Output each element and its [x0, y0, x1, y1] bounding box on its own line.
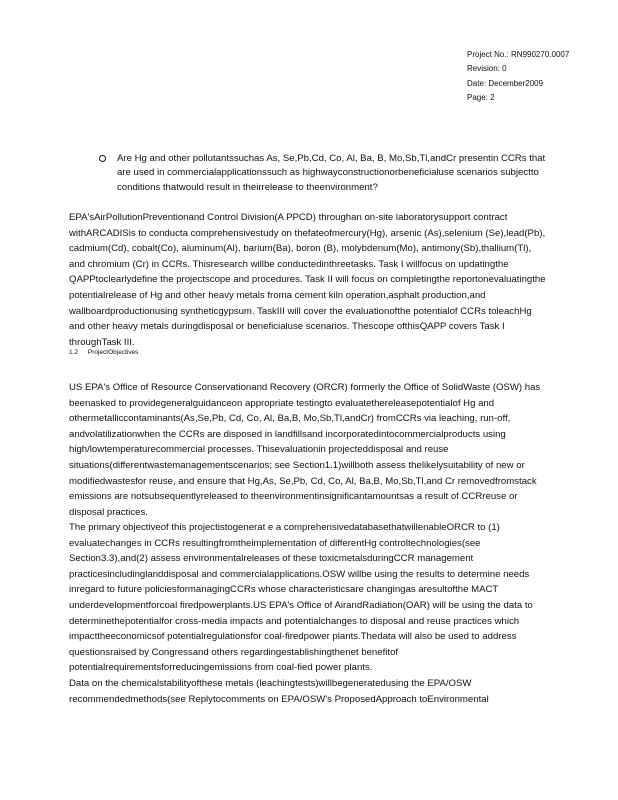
revision: Revision: 0 [467, 64, 507, 74]
paragraph-orcr-guidance: US EPA's Office of Resource Conservationand Recovery (ORCR) formerly the Office of SolidWaste (OSW) has beenasked to providegeneralguidanceon appropriate testingto evaluatethereleasepotentialof Hg and othermetalliccontaminants(As,Se,Pb, Cd, Co, Al, Ba,B, Mo,Sb,Tl,andCr) fromCCRs via leaching, run-off, andvolatilizationwhen the CCRs are disposed in landfillsand incorporatedintocommercialproducts using high/lowtemperaturecommercial processes. Thisevaluationin projecteddisposal and reuse situations(differentwastemanagementscenarios; see Section1.1)willboth assess thelikelysuitability of new or modifiedwastesfor reuse, and ensure that Hg,As, Se,Pb, Cd, Co, Al, Ba,B, Mo,Sb,Tl,and Cr removedfromstack emissions are notsubsequentlyreleased to theenvironmentinsignificantamountsas a result of CCRreuse or disposal practices. [69, 382, 541, 518]
bullet-marker [99, 151, 113, 165]
paragraph-chemical-stability: Data on the chemicalstabilityofthese metals (leachingtests)willbegeneratedusing the EPA/OSW recommendedmethods(see Replytocomments on EPA/OSW's ProposedApproach toEnvironmental [69, 678, 489, 705]
project-number: Project No.: RN990270.0007 [467, 50, 570, 59]
section-number: 1.2 [69, 349, 79, 356]
paragraph-primary-objective: The primary objectiveof this projectistogenerat e a comprehensivedatabasethatwillenableORCR to (1) evaluatechanges in CCRs resultingfromtheimplementation of differentHg controltechnologies(see Section3.3),and(2) assess environmentalreleases of these toxicmetalsduringCCR management practicesincludinglanddisposal and commercialapplications.OSW willbe using the results to determine needs inregard to future policiesformanagingCCRs whose characteristicsare changingas aresultofthe MACT underdevelopmentforcoal firedpowerplants.US EPA's Office of AirandRadiation(OAR) will be using the data to determinethepotentialfor cross-media impacts and potentialchanges to disposal and reuse practices which impacttheeconomicsof potentialregulationsfor coal-firedpower plants.Thedata will also be used to address questionsraised by Congressand others regardingestablishingthenet benefitof potentialrequirementsforreducingemissions from coal-fied power plants. [69, 522, 533, 674]
page-number: Page: 2 [467, 92, 495, 102]
paragraph-appcd-study: EPA'sAirPollutionPreventionand Control Division(A PPCD) throughan on-site laboratorysupport contract withARCADISis to conducta comprehensivestudy on thefateofmercury(Hg), arsenic (As),selenium (Se),lead(Pb), cadmium(Cd), cobalt(Co), aluminum(Al), barium(Ba), boron (B), molybdenum(Mo), antimony(Sb),thallium(Tl), and chromium (Cr) in CCRs. Thisresearch willbe conductedinthreetasks. Task I willfocus on updatingthe QAPPtoclearlydefine the projectscope and procedures. Task II will focus on completingthe reportonevaluatingthe potentialrelease of Hg and other heavy metals froma cement kiln operation,asphalt production,and wallboardproductionusing syntheticgypsum. TaskIII will cover the evaluationofthe potentialof CCRs toleachHg and other heavy metals duringdisposal or beneficialuse scenarios. Thescope ofthisQAPP covers Task I throughTask III. [69, 212, 546, 348]
bullet-question: Are Hg and other pollutantssuchas As, Se,Pb,Cd, Co, Al, Ba, B, Mo,Sb,Tl,andCr presentin CCRs that are used in commercialapplicationssuch as highwayconstructionorbeneficialuse scenarios subjectto conditions thatwould result in theirrelease to theenvironment? [117, 153, 546, 193]
section-title: ProjectObjectives [87, 349, 139, 356]
hollow-circle-bullet-icon [99, 155, 106, 162]
date: Date: December2009 [467, 78, 544, 88]
section-heading [69, 349, 138, 356]
document-header [467, 48, 569, 105]
